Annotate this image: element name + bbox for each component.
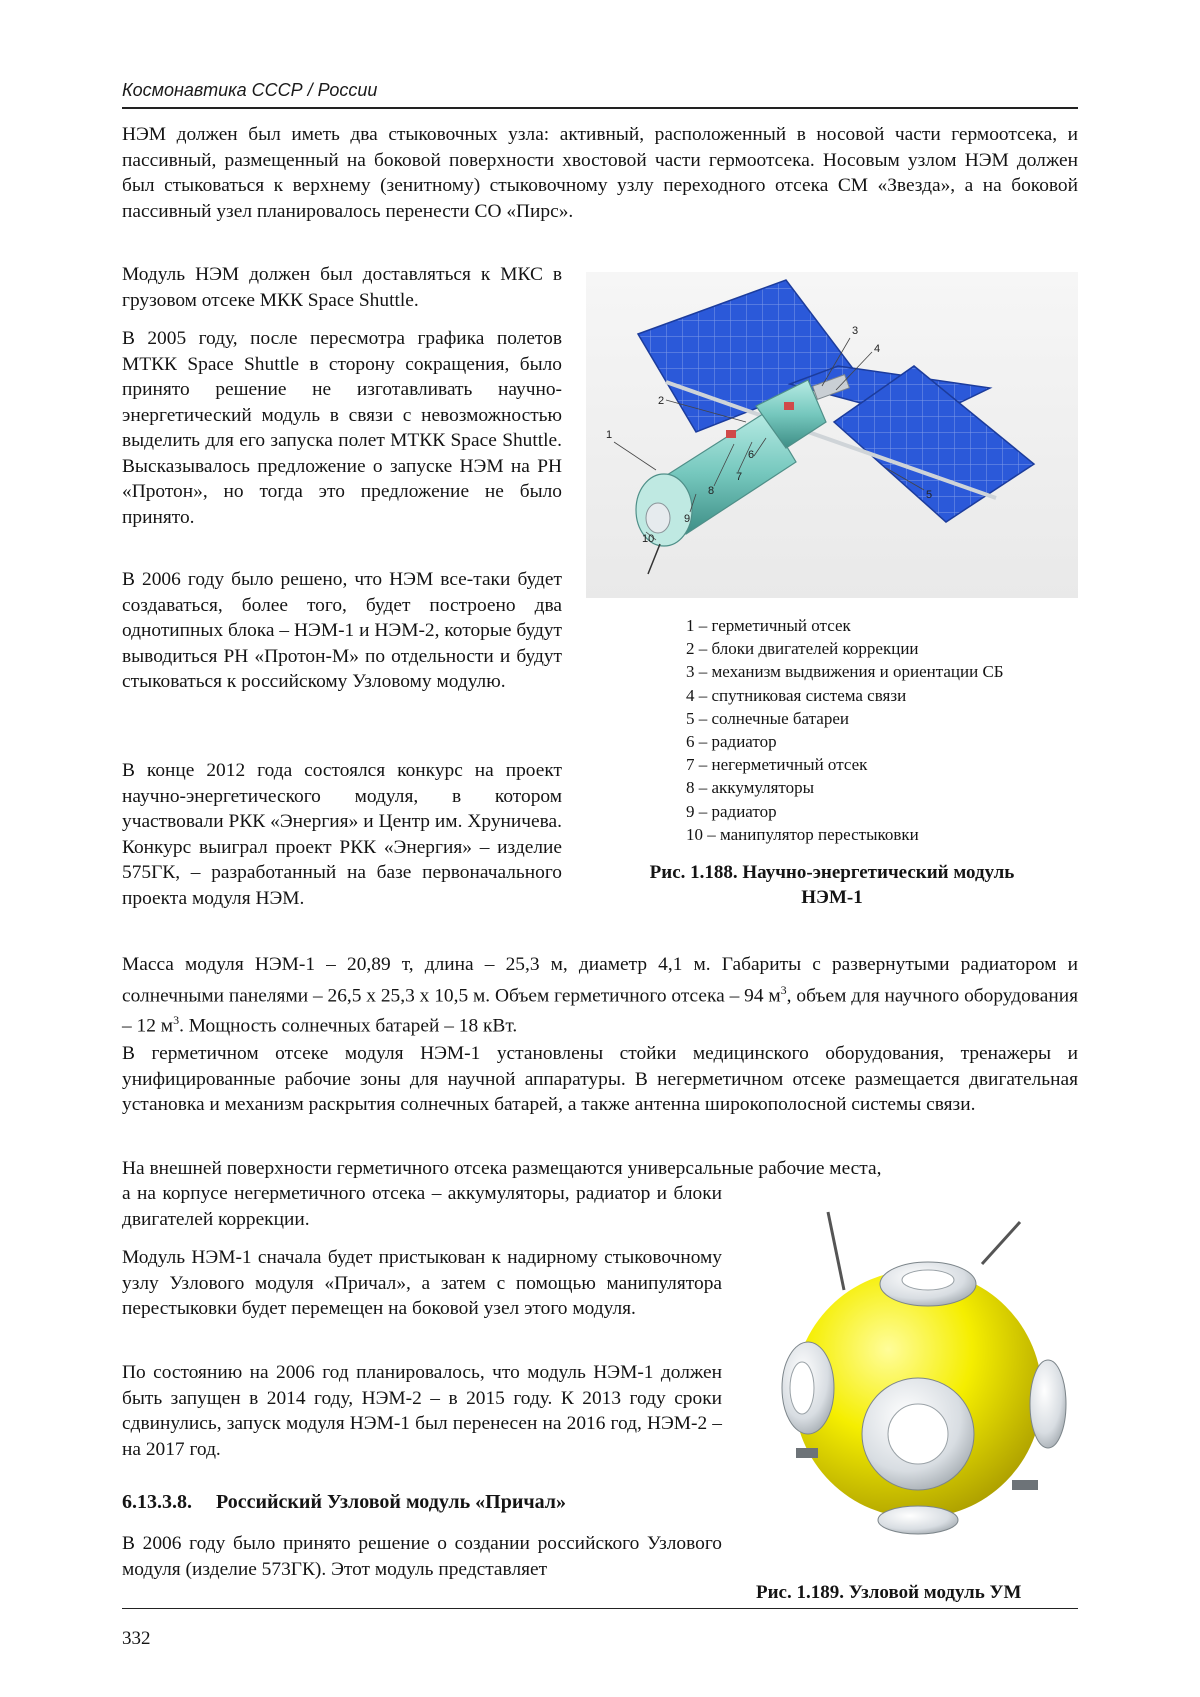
page-number: 332 <box>122 1628 151 1649</box>
legend-item: 9 – радиатор <box>686 801 777 821</box>
callout-5: 5 <box>926 489 933 501</box>
port-bottom <box>878 1506 958 1534</box>
callout-1: 1 <box>606 429 613 441</box>
paragraph-node-module: В 2006 году было принято решение о создании российского Узлового модуля (изделие 573ГК). Этот модуль представляет <box>122 1533 722 1580</box>
specs-superscript-2: 3 <box>173 1013 180 1028</box>
paragraph-docking-plan: Модуль НЭМ-1 сначала будет пристыкован к надирному стыковочному узлу Узлового модуля «Причал», а затем с помощью манипулятора перестыковки будет перемещен на боковой узел этого модуля. <box>122 1247 722 1319</box>
callout-8: 8 <box>708 485 715 497</box>
paragraph-mass-specs <box>122 952 1078 1039</box>
legend-item: 2 – блоки двигателей коррекции <box>686 639 919 659</box>
figure-nem1-legend <box>686 614 1004 846</box>
footer-rule <box>122 1608 1078 1609</box>
legend-item: 10 – манипулятор перестыковки <box>686 824 919 844</box>
nem1-drawing <box>586 272 1078 598</box>
callout-7: 7 <box>736 471 743 483</box>
port-left-opening <box>790 1362 814 1414</box>
legend-item: 7 – негерметичный отсек <box>686 755 868 775</box>
docking-port <box>646 503 670 533</box>
node-module-drawing <box>752 1198 1076 1546</box>
callout-9: 9 <box>684 513 691 525</box>
figure-node-module-illustration <box>752 1198 1076 1546</box>
paragraph-outer-surface-rest: а на корпусе негерметичного отсека – аккумуляторы, радиатор и блоки двигателей коррекции. <box>122 1183 722 1230</box>
callout-6: 6 <box>748 449 755 461</box>
header-rule <box>122 107 1078 109</box>
callout-10: 10 <box>642 533 655 545</box>
figure-background <box>586 272 1078 598</box>
section-title: Российский Узловой модуль «Причал» <box>216 1491 567 1513</box>
engine-block-2 <box>726 430 736 438</box>
figure-caption-nem1 <box>586 860 1078 910</box>
legend-item: 6 – радиатор <box>686 732 777 752</box>
paragraph-2005-decision: В 2005 году, после пересмотра графика полетов МТКК Space Shuttle в сторону сокращения, было принято решение не изготавливать научно-энергетический модуль в связи с невозможностью выделить для его запуска полет МТКК Space Shuttle. Высказывалось предложение о запуске НЭМ на РН «Протон», но тогда это предложение не было принято. <box>122 328 562 528</box>
handrail-left <box>796 1448 818 1458</box>
callout-2: 2 <box>658 395 665 407</box>
legend-item: 5 – солнечные батареи <box>686 708 849 728</box>
caption-line-1: Рис. 1.188. Научно-энергетический модуль <box>649 862 1015 883</box>
paragraph-2012-contest: В конце 2012 года состоялся конкурс на проект научно-энергетического модуля, в котором участвовали РКК «Энергия» и Центр им. Хруничева. Конкурс выиграл проект РКК «Энергия» – изделие 575ГК, – разработанный на базе первоначального проекта модуля НЭМ. <box>122 760 562 909</box>
specs-text-3: . Мощность солнечных батарей – 18 кВт. <box>179 1015 518 1037</box>
section-heading <box>122 1491 566 1514</box>
paragraph-equipment: В герметичном отсеке модуля НЭМ-1 установлены стойки медицинского оборудования, тренажеры и унифицированные рабочие зоны для научной аппаратуры. В негерметичном отсеке размещается двигательная установка и механизм раскрытия солнечных батарей, а также антенна широкополосной системы связи. <box>122 1043 1078 1115</box>
running-header: Космонавтика СССР / России <box>122 80 378 100</box>
specs-text-1: Масса модуля НЭМ-1 – 20,89 т, длина – 25,3 м, диаметр 4,1 м. Габариты с развернутыми радиатором и солнечными панелями – 26,5 х 25,3 х 10,5 м. Объем герметичного отсека – 94 м <box>122 954 1078 1006</box>
port-right <box>1030 1360 1066 1448</box>
legend-item: 3 – механизм выдвижения и ориентации СБ <box>686 662 1004 682</box>
handrail-right <box>1012 1480 1038 1490</box>
figure-nem1-illustration <box>586 272 1078 598</box>
paragraph-outer-surface-line1: На внешней поверхности герметичного отсека размещаются универсальные рабочие места, <box>122 1158 882 1179</box>
specs-text-2: , объем для научного оборудования – 12 м <box>122 984 1078 1037</box>
paragraph-2006-decision: В 2006 году было решено, что НЭМ все-таки будет создаваться, более того, будет построено два однотипных блока – НЭМ-1 и НЭМ-2, которые будут выводиться РН «Протон-М» по отдельности и будут стыковаться к российскому Узловому модулю. <box>122 569 562 692</box>
section-number: 6.13.3.8. <box>122 1491 192 1513</box>
engine-block-1 <box>784 402 794 410</box>
port-front-opening <box>888 1404 948 1464</box>
paragraph-schedule: По состоянию на 2006 год планировалось, что модуль НЭМ-1 должен быть запущен в 2014 году, НЭМ-2 – в 2015 году. К 2013 году сроки сдвинулись, запуск модуля НЭМ-1 был перенесен на 2016 год, НЭМ-2 – на 2017 год. <box>122 1362 722 1460</box>
legend-item: 8 – аккумуляторы <box>686 778 815 798</box>
specs-superscript-1: 3 <box>780 982 787 997</box>
figure-caption-node-module: Рис. 1.189. Узловой модуль УМ <box>756 1582 1022 1603</box>
callout-4: 4 <box>874 343 881 355</box>
legend-item: 4 – спутниковая система связи <box>686 685 907 705</box>
caption-line-2: НЭМ-1 <box>801 887 863 908</box>
paragraph-delivery: Модуль НЭМ должен был доставляться к МКС в грузовом отсеке МКК Space Shuttle. <box>122 264 562 311</box>
paragraph-docking-nodes: НЭМ должен был иметь два стыковочных узла: активный, расположенный в носовой части гермоотсека, и пассивный, размещенный на боковой поверхности хвостовой части гермоотсека. Носовым узлом НЭМ должен был стыковаться к верхнему (зенитному) стыковочному узлу переходного отсека СМ «Звезда», а на боковой пассивный узел планировалось перенести СО «Пирс». <box>122 124 1078 222</box>
legend-item: 1 – герметичный отсек <box>686 616 851 635</box>
callout-3: 3 <box>852 325 859 337</box>
port-top-opening <box>902 1270 954 1290</box>
